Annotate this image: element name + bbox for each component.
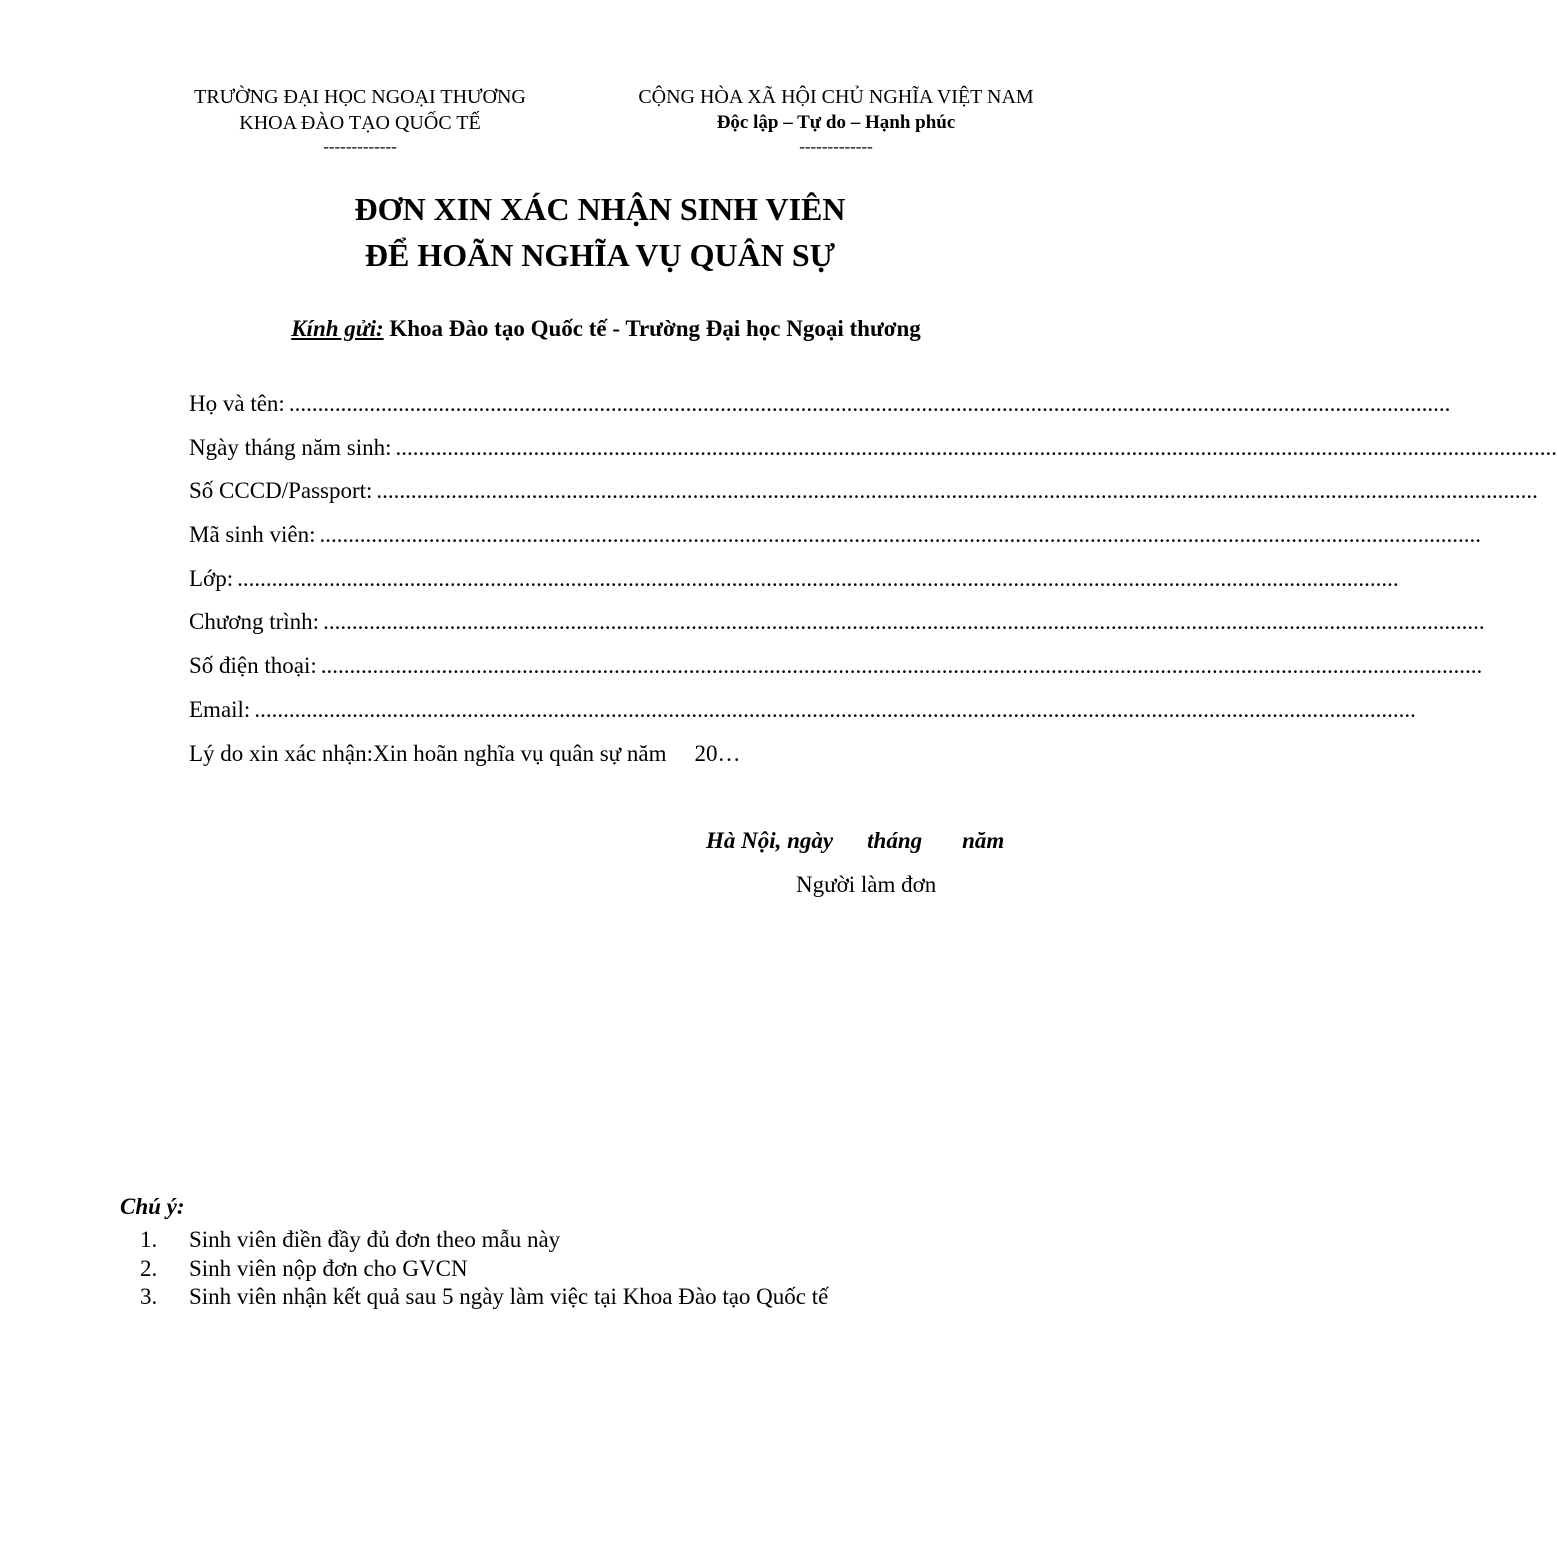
document-title: [0, 186, 1200, 278]
reason-label: Lý do xin xác nhận:: [189, 740, 373, 766]
month-word: tháng: [867, 828, 923, 853]
field-label: Mã sinh viên:: [189, 522, 316, 548]
place-date-line: [706, 826, 1004, 856]
document-title-line1: ĐƠN XIN XÁC NHẬN SINH VIÊN: [354, 191, 846, 227]
recipient-lead: Kính gửi:: [291, 316, 384, 341]
field-label: Email:: [189, 696, 251, 722]
field-phone[interactable]: [189, 651, 1483, 695]
field-class[interactable]: [189, 564, 1399, 608]
faculty-name: KHOA ĐÀO TẠO QUỐC TẾ: [239, 112, 481, 134]
fill-dots: ..........................................................................................................................................................................................................: [288, 391, 1451, 416]
field-student-id[interactable]: [189, 520, 1481, 564]
field-label: Lớp:: [189, 565, 234, 591]
school-header: [150, 84, 570, 158]
list-item-text: Sinh viên điền đầy đủ đơn theo mẫu này: [189, 1227, 561, 1252]
list-item: [120, 1255, 1080, 1284]
field-id-passport[interactable]: [189, 476, 1538, 520]
fill-dots: ..........................................................................................................................................................................................................: [237, 565, 1399, 591]
fill-dots: ..........................................................................................................................................................................................................: [395, 434, 1557, 460]
notes-title: Chú ý:: [120, 1194, 185, 1219]
list-item: [120, 1226, 1080, 1255]
field-label: Chương trình:: [189, 609, 320, 635]
place-day: Hà Nội, ngày: [706, 828, 834, 853]
field-label: Số điện thoại:: [189, 653, 317, 679]
list-item-number: 2.: [140, 1255, 158, 1281]
field-program[interactable]: [189, 607, 1485, 651]
applicant-signature-label: Người làm đơn: [796, 872, 937, 897]
national-header-divider: -------------: [799, 137, 873, 156]
field-label: Ngày tháng năm sinh:: [189, 434, 392, 460]
reason-year[interactable]: 20…: [694, 740, 741, 766]
recipient-text: Khoa Đào tạo Quốc tế - Trường Đại học Ngoại thương: [383, 316, 921, 341]
field-label: Số CCCD/Passport:: [189, 478, 373, 504]
notes-list: [120, 1226, 1080, 1312]
fill-dots: ..........................................................................................................................................................................................................: [323, 609, 1485, 635]
list-item-number: 1.: [140, 1227, 158, 1252]
school-header-divider: -------------: [323, 137, 397, 156]
reason-value: Xin hoãn nghĩa vụ quân sự năm: [372, 740, 667, 766]
field-full-name[interactable]: [189, 389, 1451, 433]
document-title-line2: ĐỂ HOÃN NGHĨA VỤ QUÂN SỰ: [364, 237, 836, 273]
fill-dots: ..........................................................................................................................................................................................................: [254, 696, 1416, 722]
recipient-line: [0, 314, 1212, 344]
list-item-text: Sinh viên nhận kết quả sau 5 ngày làm việc tại Khoa Đào tạo Quốc tế: [189, 1284, 829, 1309]
fill-dots: ..........................................................................................................................................................................................................: [376, 478, 1538, 504]
national-motto: Độc lập – Tự do – Hạnh phúc: [716, 112, 956, 133]
list-item-text: Sinh viên nộp đơn cho GVCN: [189, 1255, 468, 1281]
university-name: TRƯỜNG ĐẠI HỌC NGOẠI THƯƠNG: [194, 86, 526, 108]
field-label: Họ và tên:: [189, 391, 285, 416]
fill-dots: ..........................................................................................................................................................................................................: [319, 522, 1481, 548]
national-header: [598, 84, 1074, 158]
field-date-of-birth[interactable]: [189, 433, 1557, 477]
field-reason: [189, 739, 1021, 783]
list-item: [120, 1283, 1080, 1312]
national-title: CỘNG HÒA XÃ HỘI CHỦ NGHĨA VIỆT NAM: [638, 86, 1034, 108]
field-email[interactable]: [189, 695, 1416, 739]
fill-dots: ..........................................................................................................................................................................................................: [320, 653, 1483, 679]
year-word: năm: [962, 828, 1005, 853]
list-item-number: 3.: [140, 1284, 158, 1309]
notes-section: [120, 1192, 1080, 1312]
form-fields: [189, 389, 1557, 782]
